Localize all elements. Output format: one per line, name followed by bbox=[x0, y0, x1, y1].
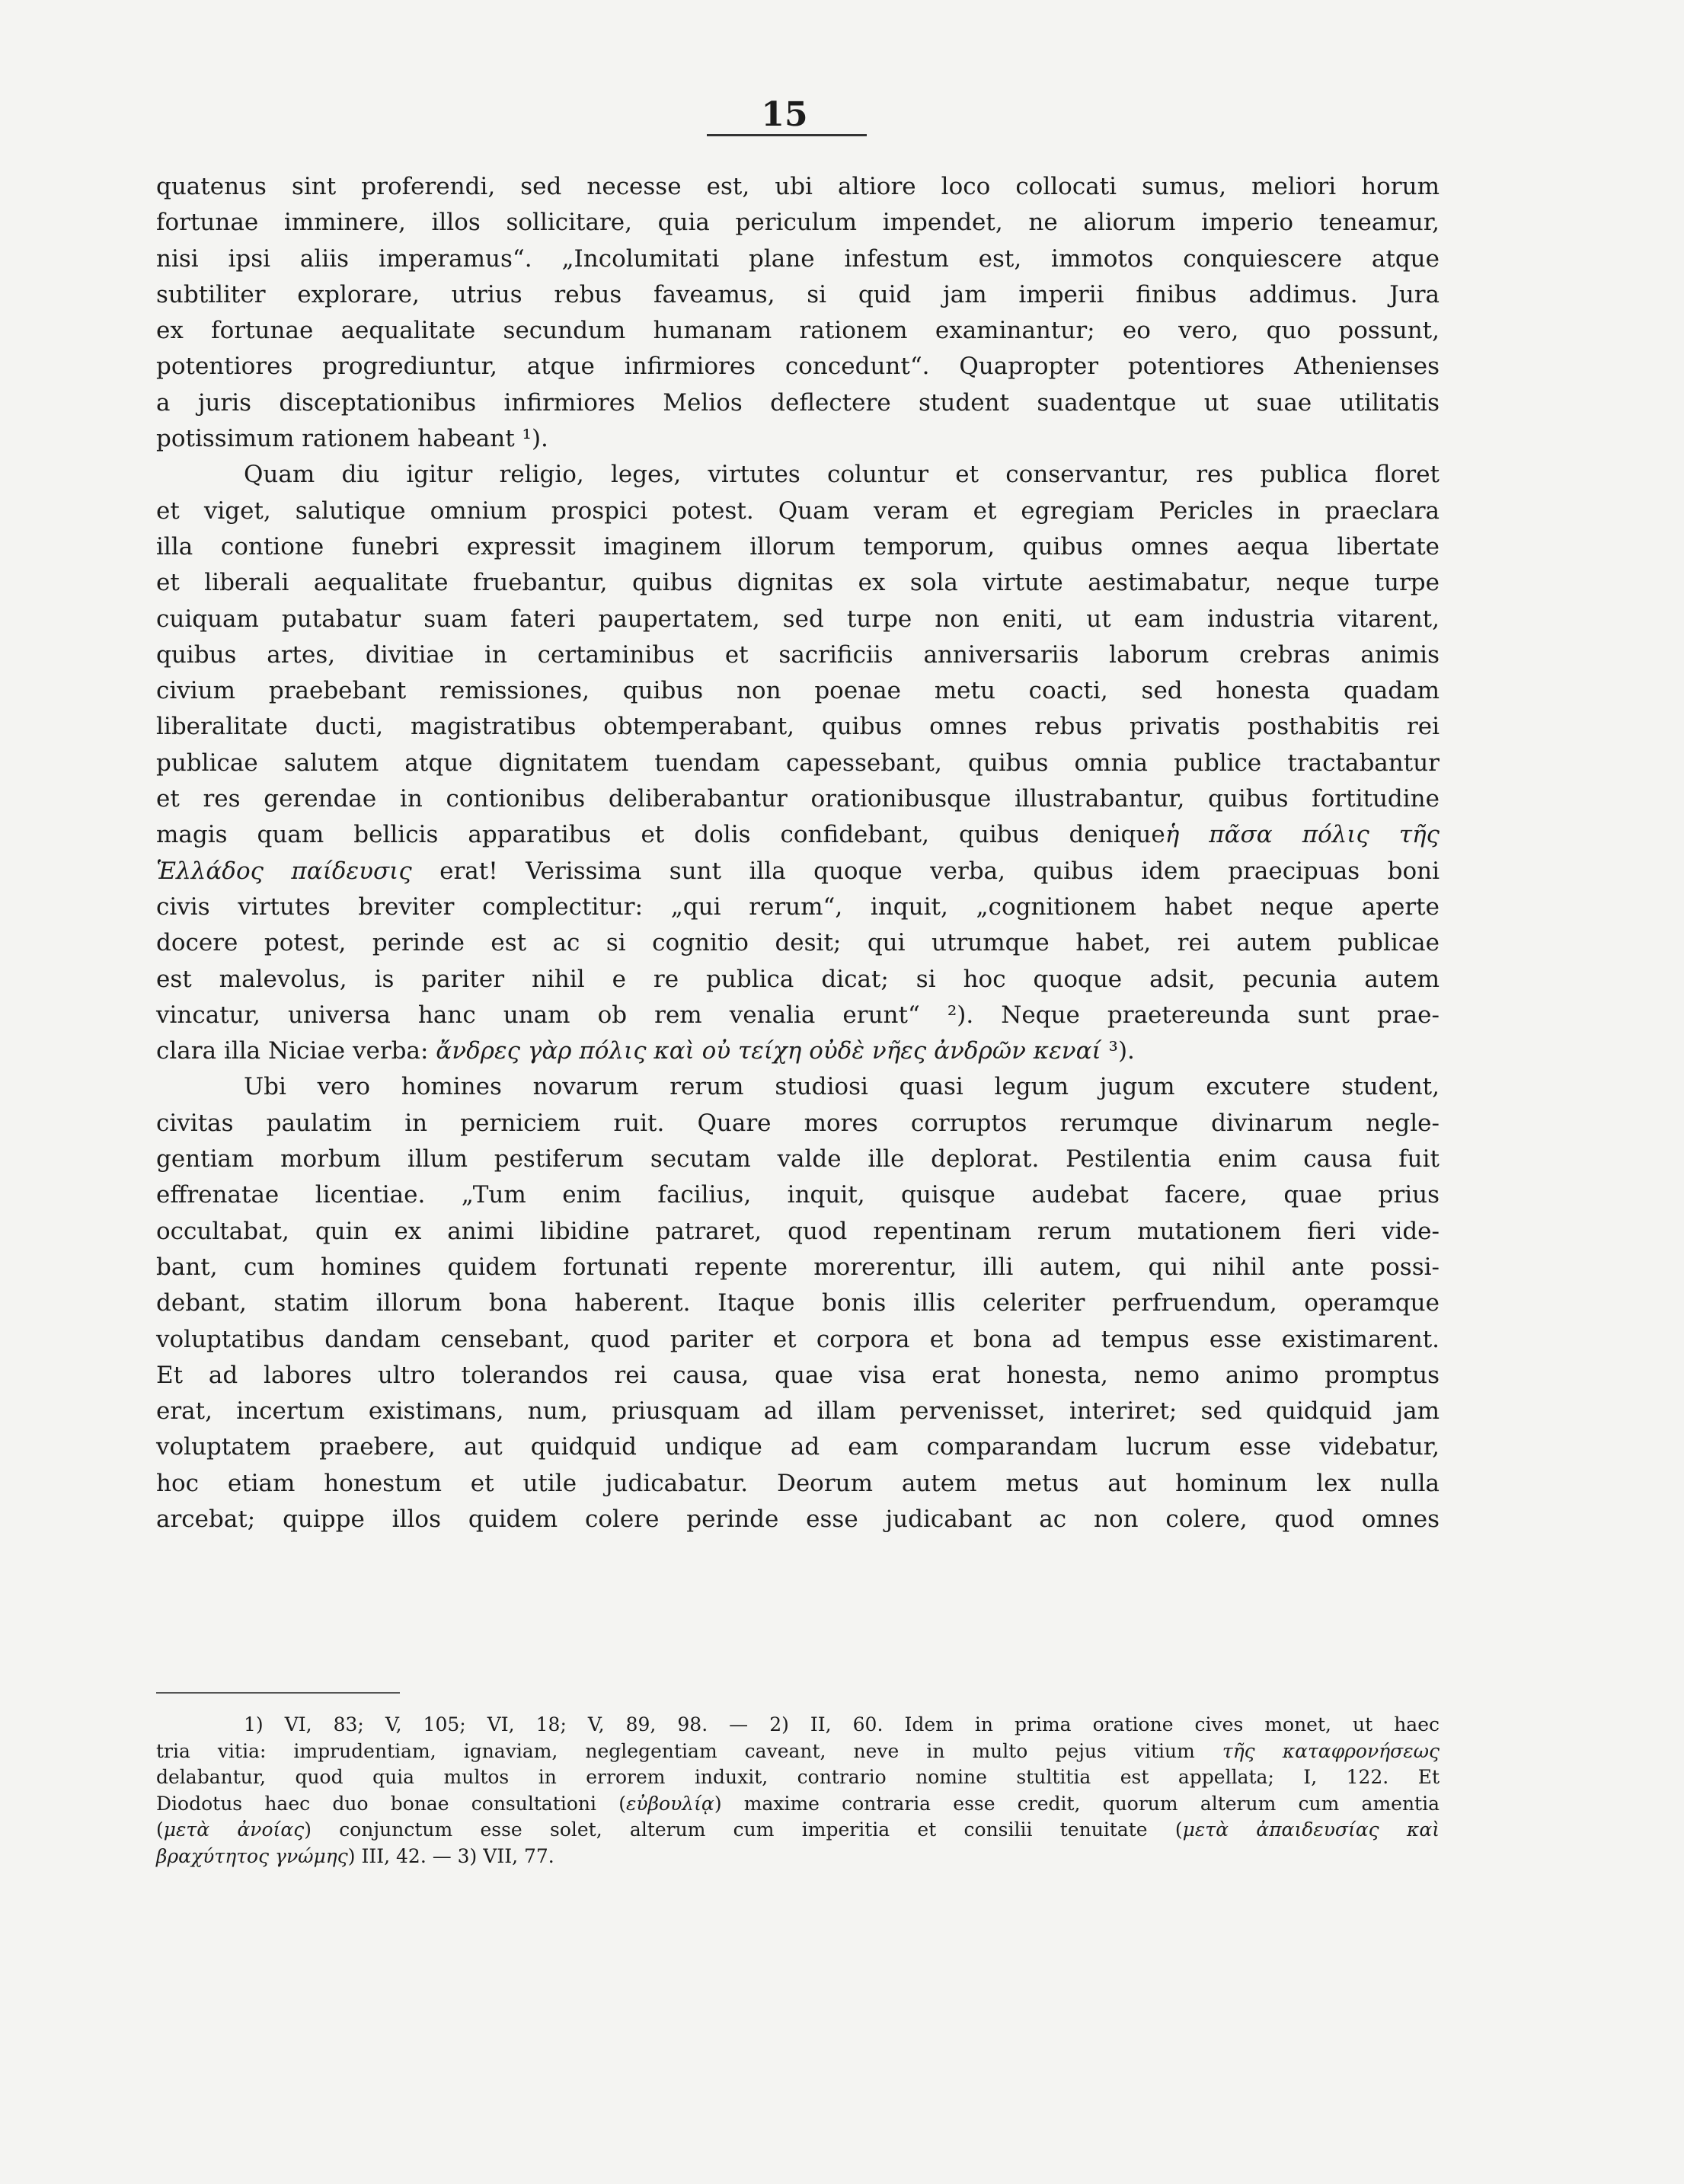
text-line bbox=[156, 1214, 1440, 1250]
greek-text: Ἑλλάδος παίδευσις bbox=[156, 857, 412, 885]
greek-text: εὐβουλίᾳ bbox=[625, 1792, 714, 1815]
greek-text: μετὰ ἀνοίας bbox=[163, 1818, 305, 1841]
line-text: et viget, salutique omnium prospici potest. Quam veram et egregiam Pericles in praeclara bbox=[156, 497, 1440, 525]
text-line bbox=[156, 925, 1440, 961]
line-text: liberalitate ducti, magistratibus obtemperabant, quibus omnes rebus privatis posthabitis rei bbox=[156, 713, 1440, 741]
line-text: publicae salutem atque dignitatem tuendam capessebant, quibus omnia publice tractabantur bbox=[156, 749, 1440, 777]
line-text: et res gerendae in contionibus deliberabantur orationibusque illustrabantur, quibus fortitudine bbox=[156, 785, 1440, 813]
text-line bbox=[156, 457, 1440, 493]
text-line bbox=[156, 637, 1440, 673]
text-line bbox=[156, 1466, 1440, 1502]
line-text: fortunae imminere, illos sollicitare, quia periculum impendet, ne aliorum imperio teneamur, bbox=[156, 209, 1440, 237]
text-line bbox=[156, 1141, 1440, 1177]
line-text: ex fortunae aequalitate secundum humanam rationem examinantur; eo vero, quo possunt, bbox=[156, 317, 1440, 345]
line-text: delabantur, quod quia multos in errorem induxit, contrario nomine stultitia est appellata; I, 122. Et bbox=[156, 1766, 1440, 1788]
text-line bbox=[156, 1250, 1440, 1285]
text-line bbox=[156, 746, 1440, 781]
text-line bbox=[156, 1285, 1440, 1321]
line-text: 1) VI, 83; V, 105; VI, 18; V, 89, 98. — 2) II, 60. Idem in prima oratione cives monet, ut haec bbox=[244, 1713, 1440, 1735]
text-line bbox=[156, 349, 1440, 385]
line-text: civium praebebant remissiones, quibus non poenae metu coacti, sed honesta quadam bbox=[156, 677, 1440, 705]
footnote-line bbox=[156, 1712, 1440, 1739]
footnotes bbox=[156, 1712, 1440, 1869]
text-line bbox=[156, 169, 1440, 205]
text-line bbox=[156, 205, 1440, 241]
text-line bbox=[156, 998, 1440, 1033]
line-text: debant, statim illorum bona haberent. Itaque bonis illis celeriter perfruendum, operamque bbox=[156, 1289, 1440, 1317]
text-line bbox=[156, 565, 1440, 601]
greek-text: ἄνδρες γὰρ πόλις καὶ οὐ τείχη οὐδὲ νῆες ἀνδρῶν κεναί bbox=[436, 1037, 1101, 1065]
text-line bbox=[156, 421, 1440, 457]
line-text: Diodotus haec duo bonae consultationi ( bbox=[156, 1792, 626, 1815]
line-text: quibus artes, divitiae in certaminibus et sacrificiis anniversariis laborum crebras animis bbox=[156, 640, 1440, 669]
line-text: arcebat; quippe illos quidem colere perinde esse judicabant ac non colere, quod omnes bbox=[156, 1505, 1440, 1533]
line-text: a juris disceptationibus infirmiores Melios deflectere student suadentque ut suae utilitatis bbox=[156, 388, 1440, 417]
line-text: potentiores progrediuntur, atque infirmiores concedunt“. Quapropter potentiores Athenienses bbox=[156, 353, 1440, 381]
text-line bbox=[156, 1177, 1440, 1213]
line-text: civitas paulatim in perniciem ruit. Quare mores corruptos rerumque divinarum negle- bbox=[156, 1109, 1440, 1137]
line-text: ³). bbox=[1101, 1037, 1135, 1065]
line-text: subtiliter explorare, utrius rebus faveamus, si quid jam imperii finibus addimus. Jura bbox=[156, 280, 1440, 308]
line-text: docere potest, perinde est ac si cognitio desit; qui utrumque habet, rei autem publicae bbox=[156, 929, 1440, 957]
line-text: quatenus sint proferendi, sed necesse est, ubi altiore loco collocati sumus, meliori horum bbox=[156, 173, 1440, 200]
line-text: vincatur, universa hanc unam ob rem venalia erunt“ ²). Neque praetereunda sunt prae- bbox=[156, 1001, 1440, 1029]
text-line bbox=[156, 781, 1440, 817]
footnote-line bbox=[156, 1764, 1440, 1791]
line-text: magis quam bellicis apparatibus et dolis confidebant, quibus denique bbox=[156, 821, 1165, 849]
line-text: illa contione funebri expressit imaginem illorum temporum, quibus omnes aequa libertate bbox=[156, 532, 1440, 560]
text-line bbox=[156, 529, 1440, 565]
text-line bbox=[156, 889, 1440, 925]
line-text: nisi ipsi aliis imperamus“. „Incolumitati plane infestum est, immotos conquiescere atque bbox=[156, 244, 1440, 273]
footnote-line bbox=[156, 1739, 1440, 1765]
text-line bbox=[156, 709, 1440, 745]
text-line bbox=[156, 817, 1440, 853]
line-text: voluptatibus dandam censebant, quod pariter et corpora et bona ad tempus esse existimarent. bbox=[156, 1325, 1440, 1353]
line-text: Quam diu igitur religio, leges, virtutes coluntur et conservantur, res publica floret bbox=[244, 461, 1440, 489]
text-line bbox=[156, 493, 1440, 529]
line-text: ) III, 42. — 3) VII, 77. bbox=[347, 1844, 554, 1867]
line-text: bant, cum homines quidem fortunati repente morerentur, illi autem, qui nihil ante possi- bbox=[156, 1253, 1440, 1281]
greek-text: μετὰ ἀπαιδευσίας καὶ bbox=[1182, 1818, 1440, 1841]
page-number: 15 bbox=[761, 95, 808, 134]
text-line bbox=[156, 1394, 1440, 1429]
line-text: ) conjunctum esse solet, alterum cum imperitia et consilii tenuitate ( bbox=[304, 1818, 1183, 1841]
line-text: ) maxime contraria esse credit, quorum alterum cum amentia bbox=[714, 1792, 1440, 1815]
text-line bbox=[156, 241, 1440, 277]
line-text: Ubi vero homines novarum rerum studiosi quasi legum jugum excutere student, bbox=[244, 1073, 1440, 1101]
body-text bbox=[156, 169, 1440, 1537]
footnote-line bbox=[156, 1817, 1440, 1844]
line-text: cuiquam putabatur suam fateri paupertatem, sed turpe non eniti, ut eam industria vitarent, bbox=[156, 605, 1440, 633]
text-line bbox=[156, 385, 1440, 421]
text-line bbox=[156, 277, 1440, 313]
line-text: tria vitia: imprudentiam, ignaviam, neglegentiam caveant, neve in multo pejus vitium bbox=[156, 1739, 1222, 1762]
text-line bbox=[156, 1322, 1440, 1358]
line-text: occultabat, quin ex animi libidine patraret, quod repentinam rerum mutationem fieri vide- bbox=[156, 1217, 1440, 1245]
text-line bbox=[156, 673, 1440, 709]
line-text: erat! Verissima sunt illa quoque verba, quibus idem praecipuas boni bbox=[411, 857, 1440, 885]
text-line bbox=[156, 1429, 1440, 1465]
footnote-line bbox=[156, 1791, 1440, 1818]
page-number-rule bbox=[707, 134, 867, 136]
text-line bbox=[156, 1358, 1440, 1394]
text-line bbox=[156, 1106, 1440, 1141]
footnote-line bbox=[156, 1844, 1440, 1870]
line-text: est malevolus, is pariter nihil e re publica dicat; si hoc quoque adsit, pecunia autem bbox=[156, 965, 1440, 993]
footnote-rule bbox=[156, 1692, 400, 1694]
text-line bbox=[156, 1069, 1440, 1105]
text-line bbox=[156, 962, 1440, 998]
line-text: voluptatem praebere, aut quidquid undique ad eam comparandam lucrum esse videbatur, bbox=[156, 1433, 1440, 1461]
line-text: civis virtutes breviter complectitur: „qui rerum“, inquit, „cognitionem habet neque aperte bbox=[156, 892, 1440, 921]
line-text: ( bbox=[156, 1818, 164, 1841]
line-text: clara illa Niciae verba: bbox=[156, 1037, 436, 1065]
greek-text: τῆς καταφρονήσεως bbox=[1222, 1739, 1440, 1762]
greek-text: βραχύτητος γνώμης bbox=[156, 1844, 348, 1867]
text-line bbox=[156, 313, 1440, 349]
line-text: et liberali aequalitate fruebantur, quibus dignitas ex sola virtute aestimabatur, neque turpe bbox=[156, 569, 1440, 597]
line-text: hoc etiam honestum et utile judicabatur. Deorum autem metus aut hominum lex nulla bbox=[156, 1469, 1440, 1497]
line-text: effrenatae licentiae. „Tum enim facilius, inquit, quisque audebat facere, quae prius bbox=[156, 1181, 1440, 1209]
greek-text: ἡ πᾶσα πόλις τῆς bbox=[1165, 821, 1440, 849]
text-line bbox=[156, 854, 1440, 889]
text-line bbox=[156, 602, 1440, 637]
line-text: erat, incertum existimans, num, priusquam ad illam pervenisset, interiret; sed quidquid jam bbox=[156, 1397, 1440, 1426]
line-text: potissimum rationem habeant ¹). bbox=[156, 425, 548, 453]
line-text: gentiam morbum illum pestiferum secutam valde ille deplorat. Pestilentia enim causa fuit bbox=[156, 1145, 1440, 1173]
line-text: Et ad labores ultro tolerandos rei causa, quae visa erat honesta, nemo animo promptus bbox=[156, 1361, 1440, 1389]
text-line bbox=[156, 1502, 1440, 1537]
text-line bbox=[156, 1033, 1440, 1069]
